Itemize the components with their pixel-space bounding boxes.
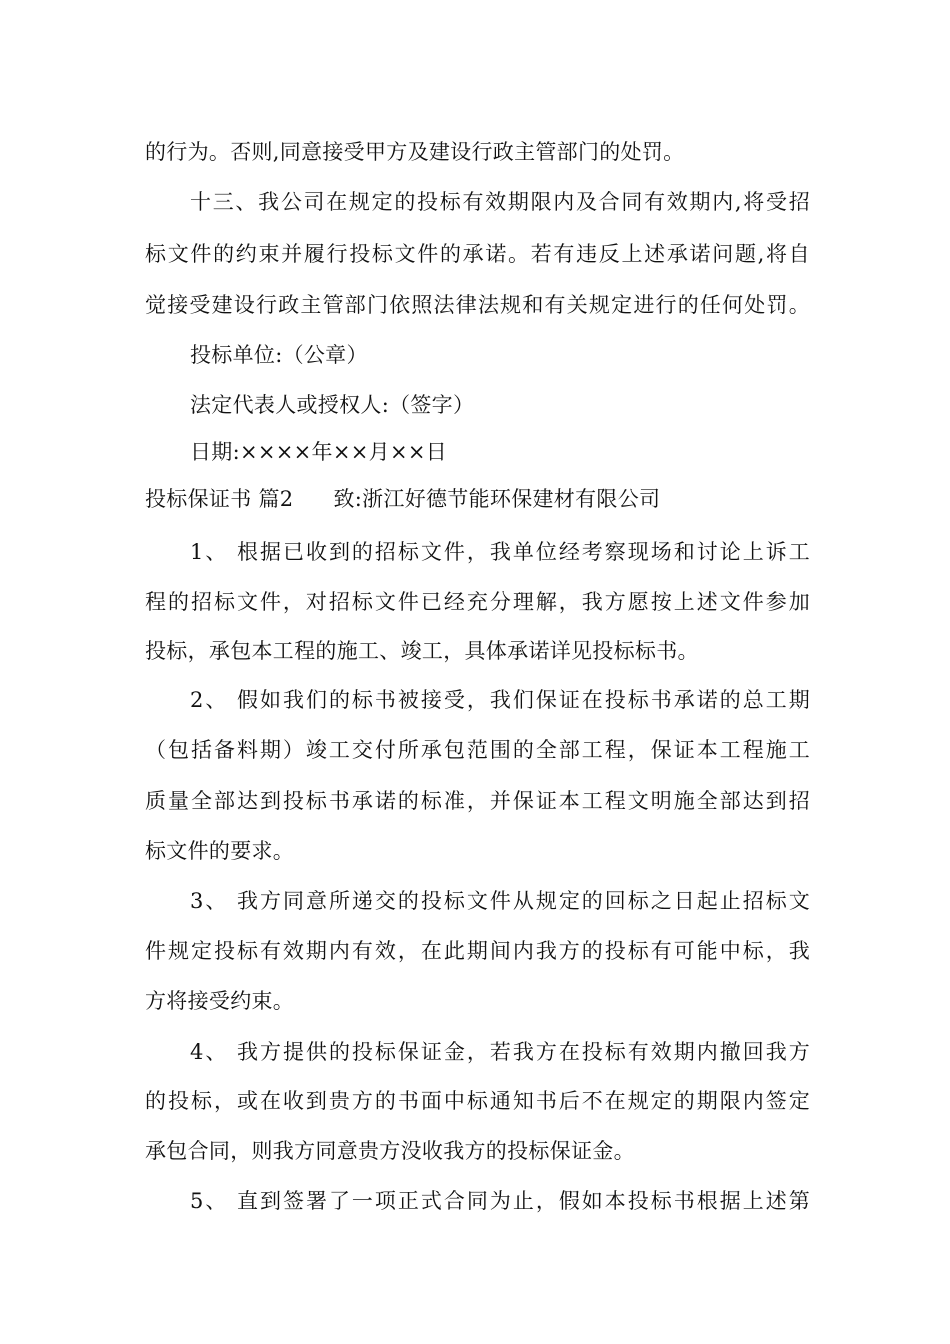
section-title: 投标保证书 篇2 — [145, 487, 294, 511]
paragraph-line: 方将接受约束。 — [145, 989, 295, 1013]
addressee: 致:浙江好德节能环保建材有限公司 — [333, 487, 661, 511]
paragraph-line: 的投标，或在收到贵方的书面中标通知书后不在规定的期限内签定 — [145, 1089, 810, 1113]
paragraph-line: 5、 直到签署了一项正式合同为止，假如本投标书根据上述第 — [190, 1189, 810, 1213]
paragraph-line: 件规定投标有效期内有效，在此期间内我方的投标有可能中标，我 — [145, 939, 810, 963]
paragraph-line: 2、 假如我们的标书被接受，我们保证在投标书承诺的总工期 — [190, 688, 810, 712]
paragraph-line: 质量全部达到投标书承诺的标准，并保证本工程文明施全部达到招 — [145, 789, 810, 813]
paragraph-line: 投标，承包本工程的施工、竣工，具体承诺详见投标标书。 — [145, 639, 699, 663]
paragraph-line: （包括备料期）竣工交付所承包范围的全部工程，保证本工程施工 — [145, 738, 810, 762]
legal-representative-signature: 法定代表人或授权人:（签字） — [190, 393, 475, 417]
paragraph-line: 觉接受建设行政主管部门依照法律法规和有关规定进行的任何处罚。 — [145, 293, 810, 317]
date-line: 日期:××××年××月××日 — [190, 440, 448, 464]
paragraph-line: 十三、我公司在规定的投标有效期限内及合同有效期内,将受招 — [190, 190, 810, 214]
bidder-unit-seal: 投标单位:（公章） — [190, 343, 368, 367]
paragraph-line: 标文件的要求。 — [145, 839, 295, 863]
paragraph-line: 3、 我方同意所递交的投标文件从规定的回标之日起止招标文 — [190, 889, 810, 913]
paragraph-line: 承包合同，则我方同意贵方没收我方的投标保证金。 — [145, 1139, 635, 1163]
paragraph-line: 标文件的约束并履行投标文件的承诺。若有违反上述承诺问题,将自 — [145, 242, 810, 266]
paragraph-line: 1、 根据已收到的招标文件，我单位经考察现场和讨论上诉工 — [190, 540, 810, 564]
paragraph-line: 4、 我方提供的投标保证金，若我方在投标有效期内撤回我方 — [190, 1040, 810, 1064]
paragraph-line: 的行为。否则,同意接受甲方及建设行政主管部门的处罚。 — [145, 140, 685, 164]
paragraph-line: 程的招标文件，对招标文件已经充分理解，我方愿按上述文件参加 — [145, 590, 810, 614]
section-heading — [145, 484, 810, 514]
